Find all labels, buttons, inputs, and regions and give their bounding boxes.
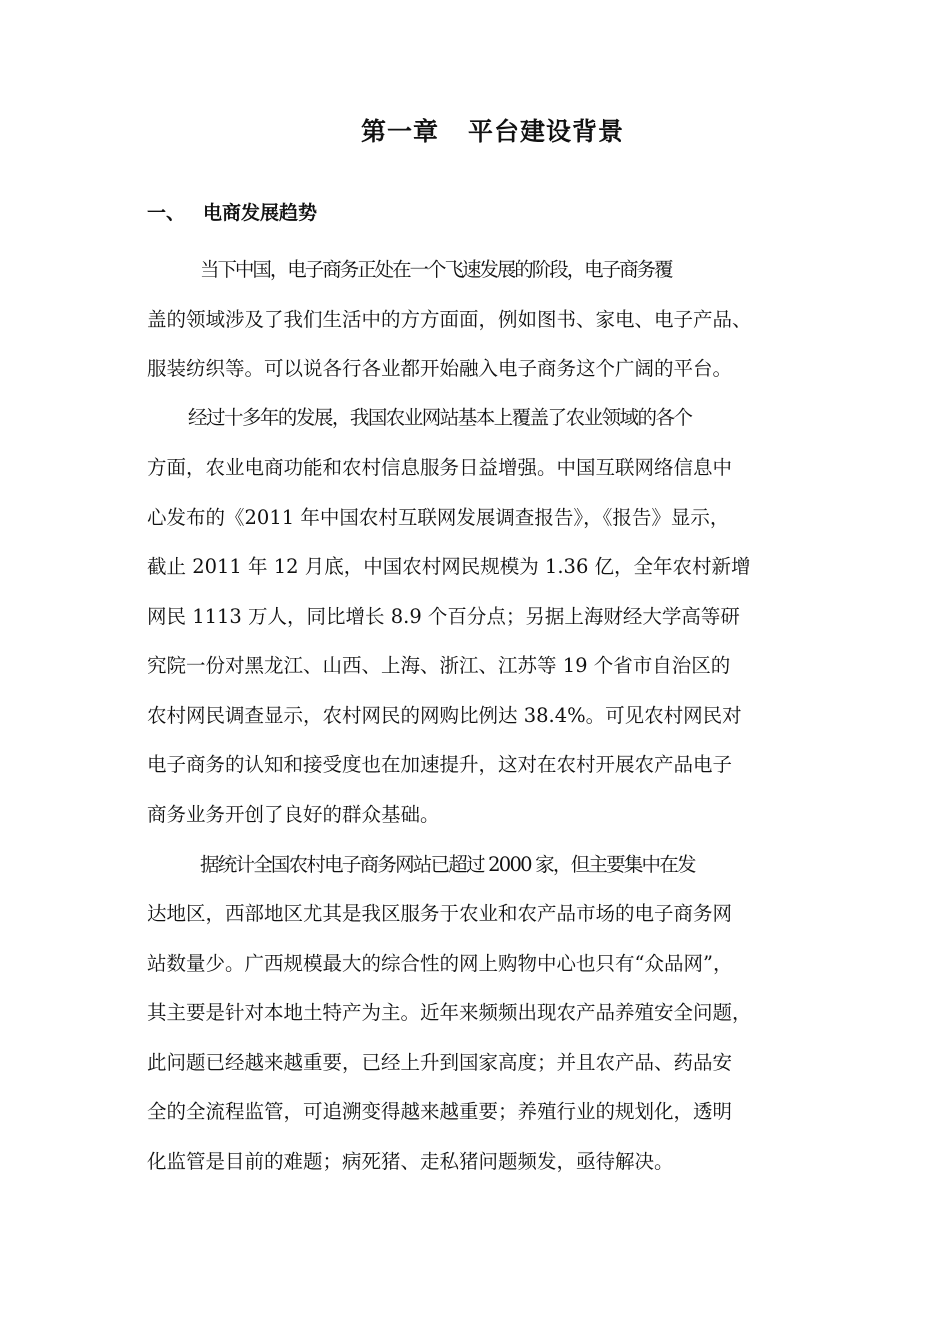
paragraph-line: 农村网民调查显示，农村网民的网购比例达 38.4%。可见农村网民对 <box>147 704 742 727</box>
paragraph-line: 当下中国，电子商务正处在一个飞速发展的阶段，电子商务覆 <box>200 258 672 281</box>
section-title: 电商发展趋势 <box>203 202 318 224</box>
paragraph-line: 达地区，西部地区尤其是我区服务于农业和农产品市场的电子商务网 <box>147 902 733 925</box>
paragraph-line: 其主要是针对本地土特产为主。近年来频频出现农产品养殖安全问题， <box>147 1001 752 1024</box>
paragraph-line: 服装纺织等。可以说各行各业都开始融入电子商务这个广阔的平台。 <box>147 357 733 380</box>
paragraph-line: 方面，农业电商功能和农村信息服务日益增强。中国互联网络信息中 <box>147 456 733 479</box>
paragraph-line: 站数量少。广西规模最大的综合性的网上购物中心也只有“众品网”， <box>147 952 733 975</box>
section-number: 一、 <box>147 202 186 224</box>
paragraph-line: 全的全流程监管，可追溯变得越来越重要；养殖行业的规划化，透明 <box>147 1100 733 1123</box>
paragraph-line: 网民 1113 万人，同比增长 8.9 个百分点；另据上海财经大学高等研 <box>147 605 740 628</box>
paragraph-line: 此问题已经越来越重要，已经上升到国家高度；并且农产品、药品安 <box>147 1051 733 1074</box>
paragraph-line: 究院一份对黑龙江、山西、上海、浙江、江苏等 19 个省市自治区的 <box>147 654 731 677</box>
paragraph-line: 商务业务开创了良好的群众基础。 <box>147 803 440 826</box>
paragraph-line: 心发布的《2011 年中国农村互联网发展调查报告》，《报告》显示， <box>147 506 730 529</box>
paragraph-line: 截止 2011 年 12 月底，中国农村网民规模为 1.36 亿，全年农村新增 <box>147 555 751 578</box>
paragraph-line: 化监管是目前的难题；病死猪、走私猪问题频发，亟待解决。 <box>147 1150 674 1173</box>
paragraph-line: 电子商务的认知和接受度也在加速提升，这对在农村开展农产品电子 <box>147 753 733 776</box>
paragraph-line: 盖的领域涉及了我们生活中的方方面面，例如图书、家电、电子产品、 <box>147 308 752 331</box>
paragraph-line: 据统计全国农村电子商务网站已超过 2000 家，但主要集中在发 <box>200 853 695 876</box>
section-heading <box>147 196 317 230</box>
paragraph-line: 经过十多年的发展，我国农业网站基本上覆盖了农业领域的各个 <box>188 406 692 429</box>
chapter-title: 第一章 平台建设背景 <box>360 117 625 146</box>
